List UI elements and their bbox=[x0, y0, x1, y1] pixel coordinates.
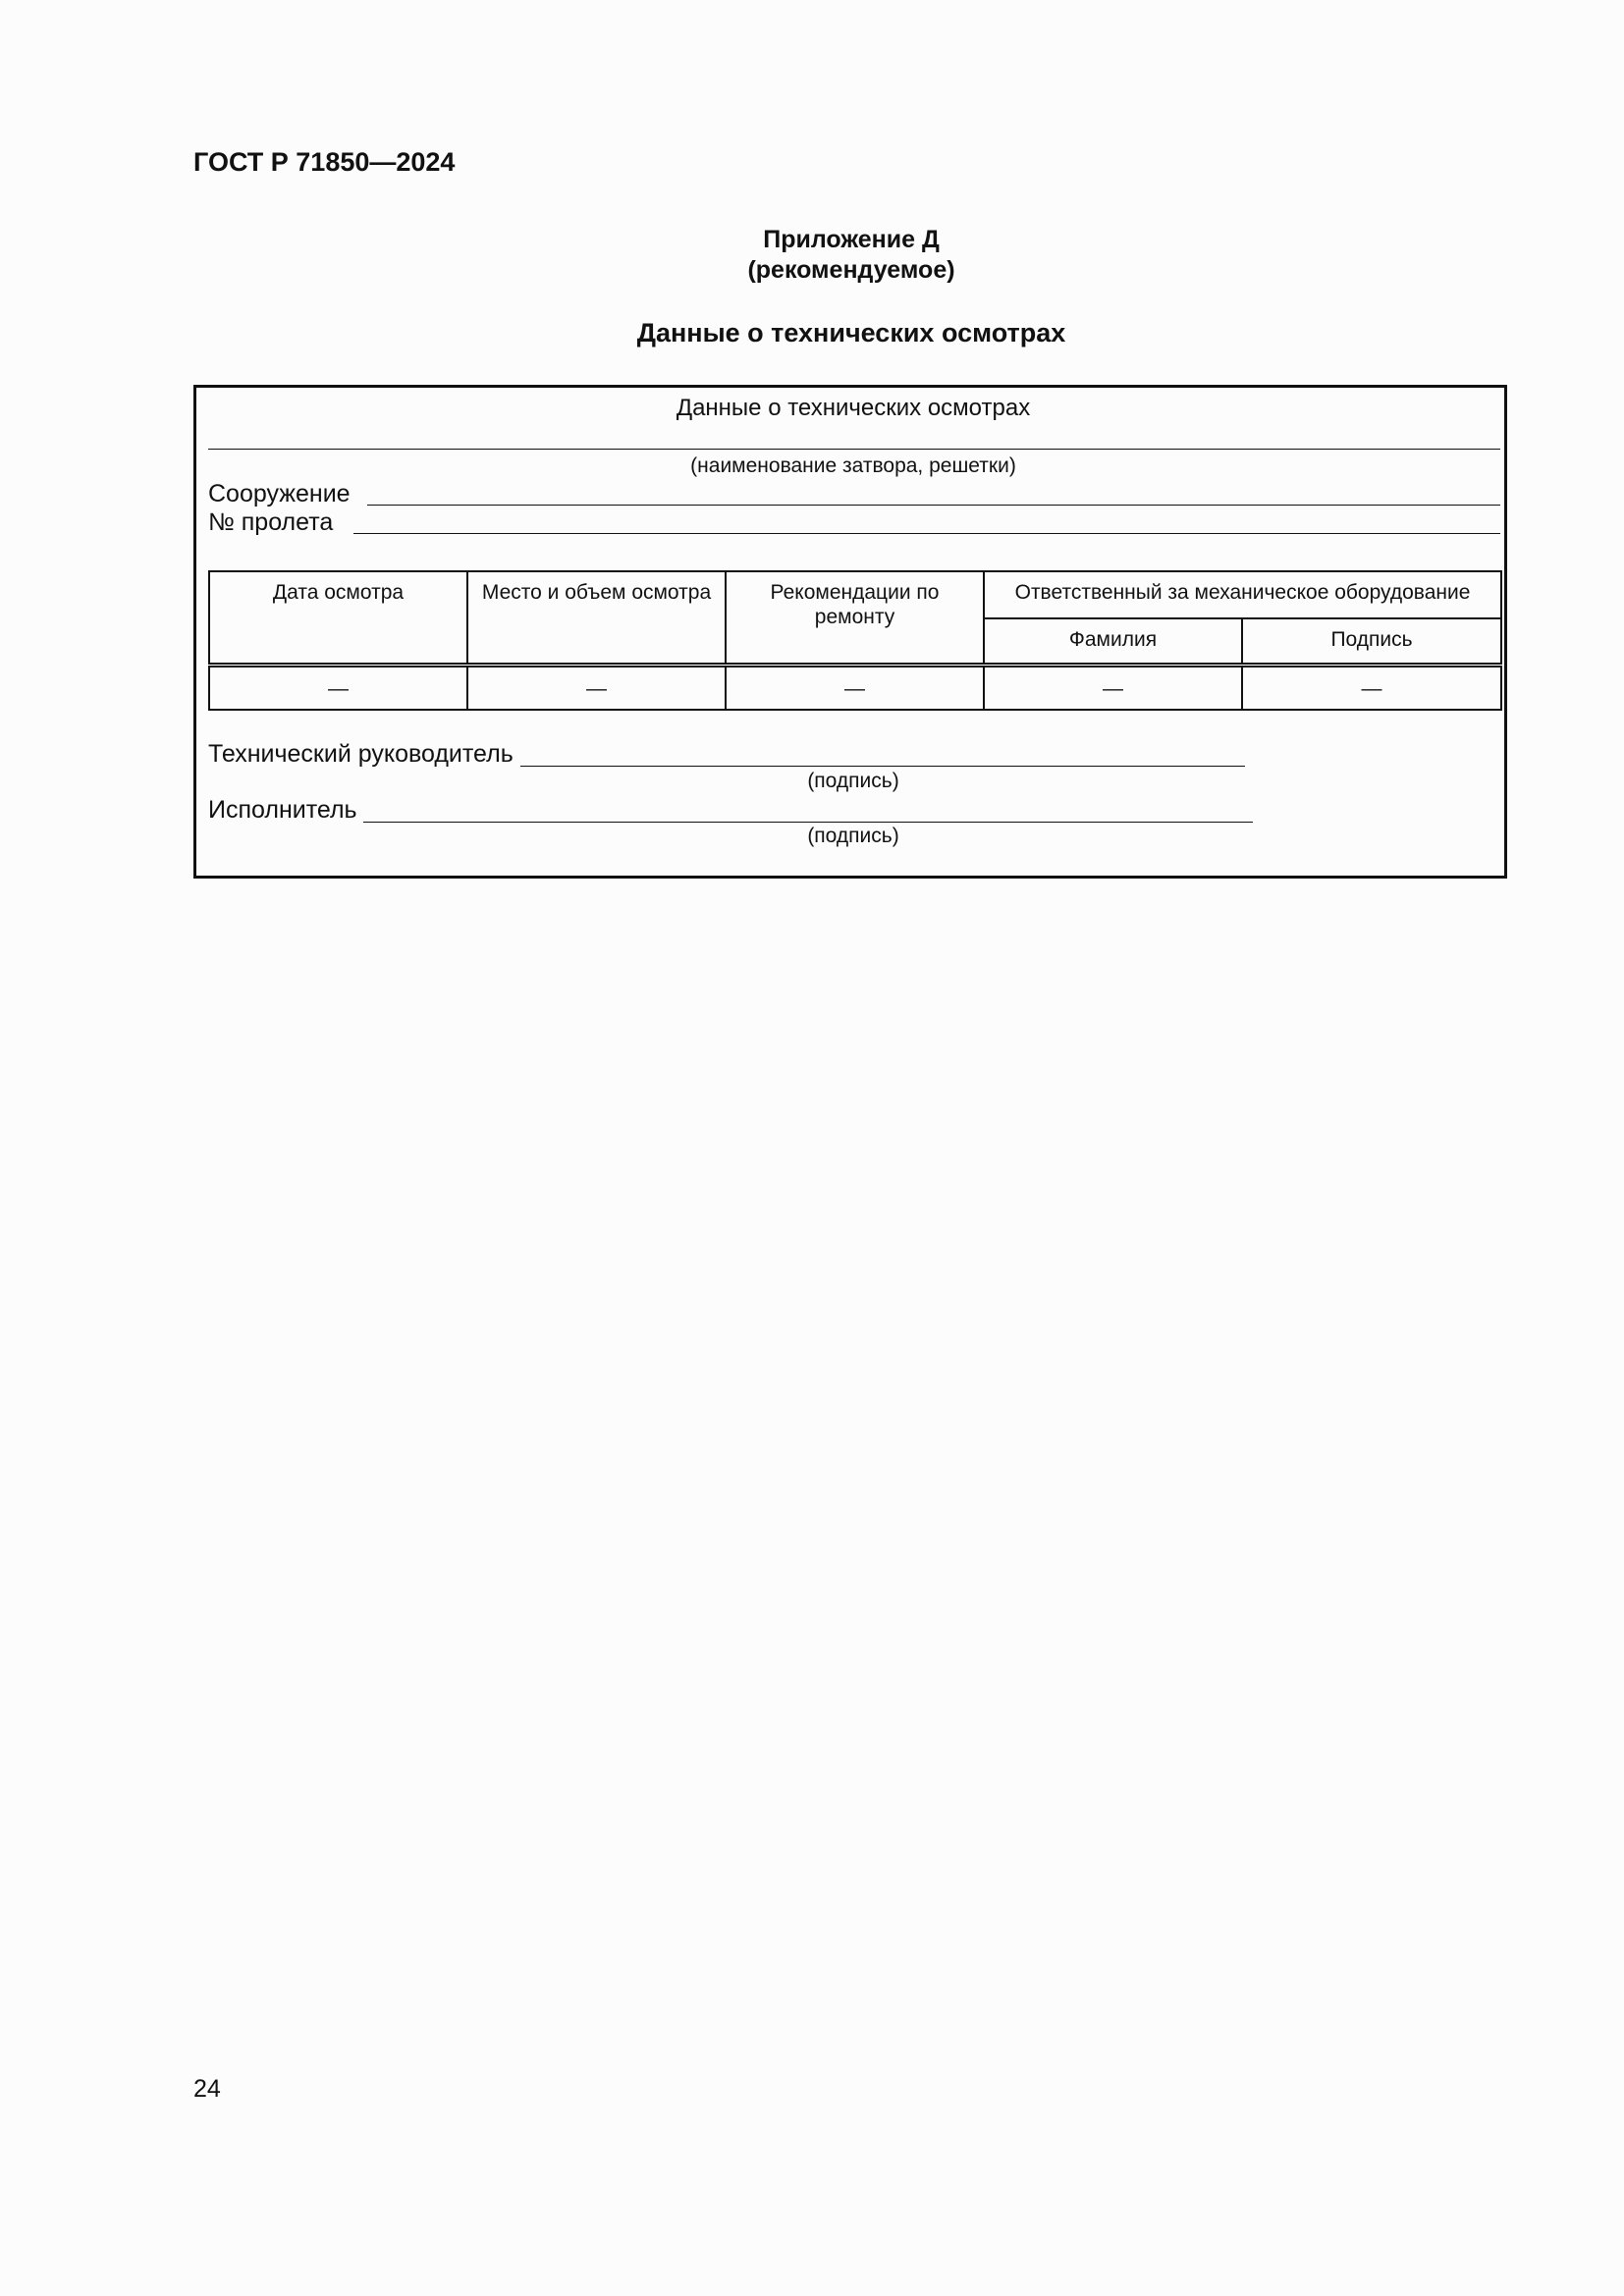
appendix-title: Приложение Д bbox=[763, 226, 940, 253]
executor-label: Исполнитель bbox=[208, 796, 357, 824]
tech-manager-caption: (подпись) bbox=[807, 770, 899, 792]
inspection-table bbox=[208, 570, 1502, 711]
executor-signature-line[interactable] bbox=[363, 822, 1253, 823]
executor-caption: (подпись) bbox=[807, 825, 899, 847]
inspection-form bbox=[193, 385, 1507, 879]
name-line[interactable] bbox=[208, 449, 1500, 450]
column-header-recommendations: Рекомендации по ремонту bbox=[726, 571, 984, 666]
document-code: ГОСТ Р 71850—2024 bbox=[193, 147, 456, 177]
tech-manager-label: Технический руководитель bbox=[208, 740, 514, 768]
form-heading: Данные о технических осмотрах bbox=[676, 395, 1031, 421]
column-header-signature: Подпись bbox=[1242, 618, 1501, 666]
name-caption: (наименование затвора, решетки) bbox=[690, 454, 1016, 477]
cell-date[interactable]: — bbox=[209, 666, 467, 711]
column-header-place: Место и объем осмотра bbox=[467, 571, 726, 666]
cell-signature[interactable]: — bbox=[1242, 666, 1501, 711]
column-header-responsible: Ответственный за механическое оборудование bbox=[984, 571, 1501, 618]
table-header-row bbox=[209, 571, 1501, 618]
table-row bbox=[209, 666, 1501, 711]
tech-manager-signature-line[interactable] bbox=[520, 766, 1245, 767]
structure-line[interactable] bbox=[367, 505, 1500, 506]
page-number: 24 bbox=[193, 2075, 221, 2103]
cell-surname[interactable]: — bbox=[984, 666, 1242, 711]
cell-place[interactable]: — bbox=[467, 666, 726, 711]
span-label: № пролета bbox=[208, 508, 334, 536]
column-header-surname: Фамилия bbox=[984, 618, 1242, 666]
structure-label: Сооружение bbox=[208, 480, 351, 507]
cell-recommendations[interactable]: — bbox=[726, 666, 984, 711]
section-title: Данные о технических осмотрах bbox=[636, 318, 1066, 347]
appendix-status: (рекомендуемое) bbox=[747, 256, 955, 284]
span-line[interactable] bbox=[353, 533, 1500, 534]
column-header-date: Дата осмотра bbox=[209, 571, 467, 666]
